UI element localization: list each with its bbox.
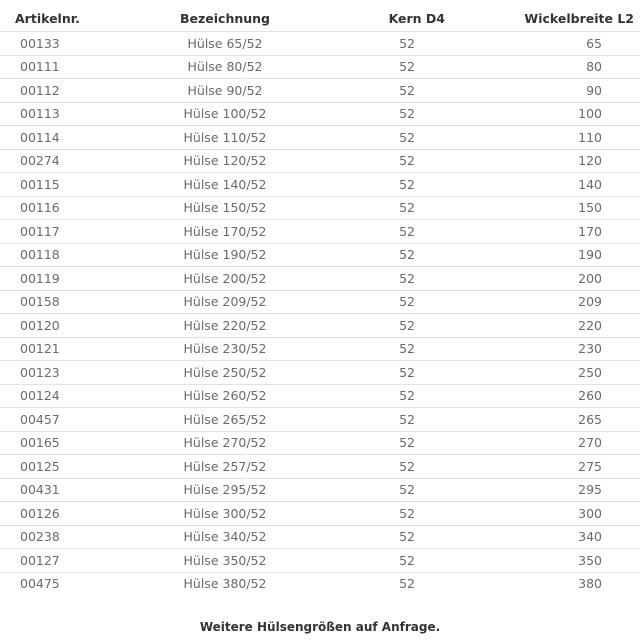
- cell-core: 52: [370, 79, 450, 103]
- cell-description: Hülse 90/52: [80, 79, 370, 103]
- cell-article-no: 00119: [0, 267, 80, 291]
- cell-description: Hülse 270/52: [80, 431, 370, 455]
- cell-description: Hülse 300/52: [80, 502, 370, 526]
- cell-width: 140: [450, 173, 640, 197]
- cell-description: Hülse 80/52: [80, 55, 370, 79]
- header-width: Wickelbreite L2: [524, 10, 634, 26]
- table-row: [0, 220, 640, 244]
- table-row: [0, 102, 640, 126]
- table-row: [0, 32, 640, 56]
- cell-core: 52: [370, 455, 450, 479]
- cell-description: Hülse 265/52: [80, 408, 370, 432]
- table-row: [0, 267, 640, 291]
- cell-article-no: 00116: [0, 196, 80, 220]
- cell-description: Hülse 190/52: [80, 243, 370, 267]
- table-row: [0, 478, 640, 502]
- cell-article-no: 00475: [0, 572, 80, 595]
- cell-article-no: 00431: [0, 478, 80, 502]
- cell-description: Hülse 170/52: [80, 220, 370, 244]
- cell-width: 170: [450, 220, 640, 244]
- cell-width: 90: [450, 79, 640, 103]
- cell-article-no: 00274: [0, 149, 80, 173]
- cell-article-no: 00457: [0, 408, 80, 432]
- table-row: [0, 173, 640, 197]
- cell-article-no: 00133: [0, 32, 80, 56]
- cell-article-no: 00238: [0, 525, 80, 549]
- cell-core: 52: [370, 102, 450, 126]
- cell-description: Hülse 295/52: [80, 478, 370, 502]
- cell-core: 52: [370, 196, 450, 220]
- cell-width: 275: [450, 455, 640, 479]
- cell-description: Hülse 110/52: [80, 126, 370, 150]
- cell-core: 52: [370, 173, 450, 197]
- cell-article-no: 00126: [0, 502, 80, 526]
- cell-article-no: 00113: [0, 102, 80, 126]
- cell-article-no: 00120: [0, 314, 80, 338]
- cell-description: Hülse 120/52: [80, 149, 370, 173]
- cell-width: 270: [450, 431, 640, 455]
- cell-core: 52: [370, 32, 450, 56]
- cell-article-no: 00112: [0, 79, 80, 103]
- cell-width: 209: [450, 290, 640, 314]
- table-row: [0, 455, 640, 479]
- cell-width: 350: [450, 549, 640, 573]
- cell-article-no: 00117: [0, 220, 80, 244]
- cell-description: Hülse 65/52: [80, 32, 370, 56]
- cell-width: 230: [450, 337, 640, 361]
- cell-width: 100: [450, 102, 640, 126]
- cell-core: 52: [370, 572, 450, 595]
- cell-article-no: 00127: [0, 549, 80, 573]
- cell-description: Hülse 220/52: [80, 314, 370, 338]
- table-row: [0, 126, 640, 150]
- cell-core: 52: [370, 549, 450, 573]
- table-row: [0, 337, 640, 361]
- cell-description: Hülse 260/52: [80, 384, 370, 408]
- table-row: [0, 431, 640, 455]
- cell-width: 260: [450, 384, 640, 408]
- cell-core: 52: [370, 408, 450, 432]
- cell-article-no: 00111: [0, 55, 80, 79]
- table-row: [0, 525, 640, 549]
- header-description: Bezeichnung: [180, 10, 270, 26]
- table-row: [0, 290, 640, 314]
- table-row: [0, 572, 640, 595]
- cell-article-no: 00115: [0, 173, 80, 197]
- cell-description: Hülse 230/52: [80, 337, 370, 361]
- cell-core: 52: [370, 149, 450, 173]
- cell-width: 120: [450, 149, 640, 173]
- cell-width: 380: [450, 572, 640, 595]
- cell-core: 52: [370, 267, 450, 291]
- cell-description: Hülse 257/52: [80, 455, 370, 479]
- cell-width: 110: [450, 126, 640, 150]
- cell-core: 52: [370, 478, 450, 502]
- cell-core: 52: [370, 126, 450, 150]
- cell-article-no: 00123: [0, 361, 80, 385]
- cell-width: 150: [450, 196, 640, 220]
- cell-core: 52: [370, 431, 450, 455]
- table-body: [0, 32, 640, 596]
- table-row: [0, 502, 640, 526]
- cell-width: 200: [450, 267, 640, 291]
- cell-article-no: 00124: [0, 384, 80, 408]
- table-row: [0, 79, 640, 103]
- table-row: [0, 384, 640, 408]
- cell-description: Hülse 350/52: [80, 549, 370, 573]
- cell-width: 190: [450, 243, 640, 267]
- cell-description: Hülse 209/52: [80, 290, 370, 314]
- cell-core: 52: [370, 337, 450, 361]
- cell-core: 52: [370, 290, 450, 314]
- header-article-no: Artikelnr.: [15, 10, 80, 26]
- cell-core: 52: [370, 525, 450, 549]
- header-core: Kern D4: [388, 10, 445, 26]
- cell-core: 52: [370, 314, 450, 338]
- cell-core: 52: [370, 361, 450, 385]
- table-header-row: [0, 5, 640, 32]
- table-row: [0, 361, 640, 385]
- table-row: [0, 196, 640, 220]
- cell-description: Hülse 200/52: [80, 267, 370, 291]
- cell-width: 265: [450, 408, 640, 432]
- cell-description: Hülse 140/52: [80, 173, 370, 197]
- sleeve-table: [0, 5, 640, 595]
- table-row: [0, 314, 640, 338]
- table-row: [0, 549, 640, 573]
- cell-core: 52: [370, 55, 450, 79]
- cell-description: Hülse 380/52: [80, 572, 370, 595]
- cell-article-no: 00158: [0, 290, 80, 314]
- cell-width: 300: [450, 502, 640, 526]
- cell-width: 295: [450, 478, 640, 502]
- cell-width: 340: [450, 525, 640, 549]
- cell-article-no: 00114: [0, 126, 80, 150]
- table-row: [0, 408, 640, 432]
- cell-article-no: 00125: [0, 455, 80, 479]
- table-row: [0, 55, 640, 79]
- cell-description: Hülse 340/52: [80, 525, 370, 549]
- cell-width: 80: [450, 55, 640, 79]
- cell-width: 220: [450, 314, 640, 338]
- table-row: [0, 243, 640, 267]
- table-row: [0, 149, 640, 173]
- cell-width: 250: [450, 361, 640, 385]
- cell-article-no: 00118: [0, 243, 80, 267]
- cell-core: 52: [370, 502, 450, 526]
- cell-core: 52: [370, 243, 450, 267]
- cell-article-no: 00121: [0, 337, 80, 361]
- cell-core: 52: [370, 220, 450, 244]
- footnote: Weitere Hülsengrößen auf Anfrage.: [199, 620, 441, 634]
- cell-article-no: 00165: [0, 431, 80, 455]
- cell-width: 65: [450, 32, 640, 56]
- cell-core: 52: [370, 384, 450, 408]
- cell-description: Hülse 100/52: [80, 102, 370, 126]
- cell-description: Hülse 150/52: [80, 196, 370, 220]
- cell-description: Hülse 250/52: [80, 361, 370, 385]
